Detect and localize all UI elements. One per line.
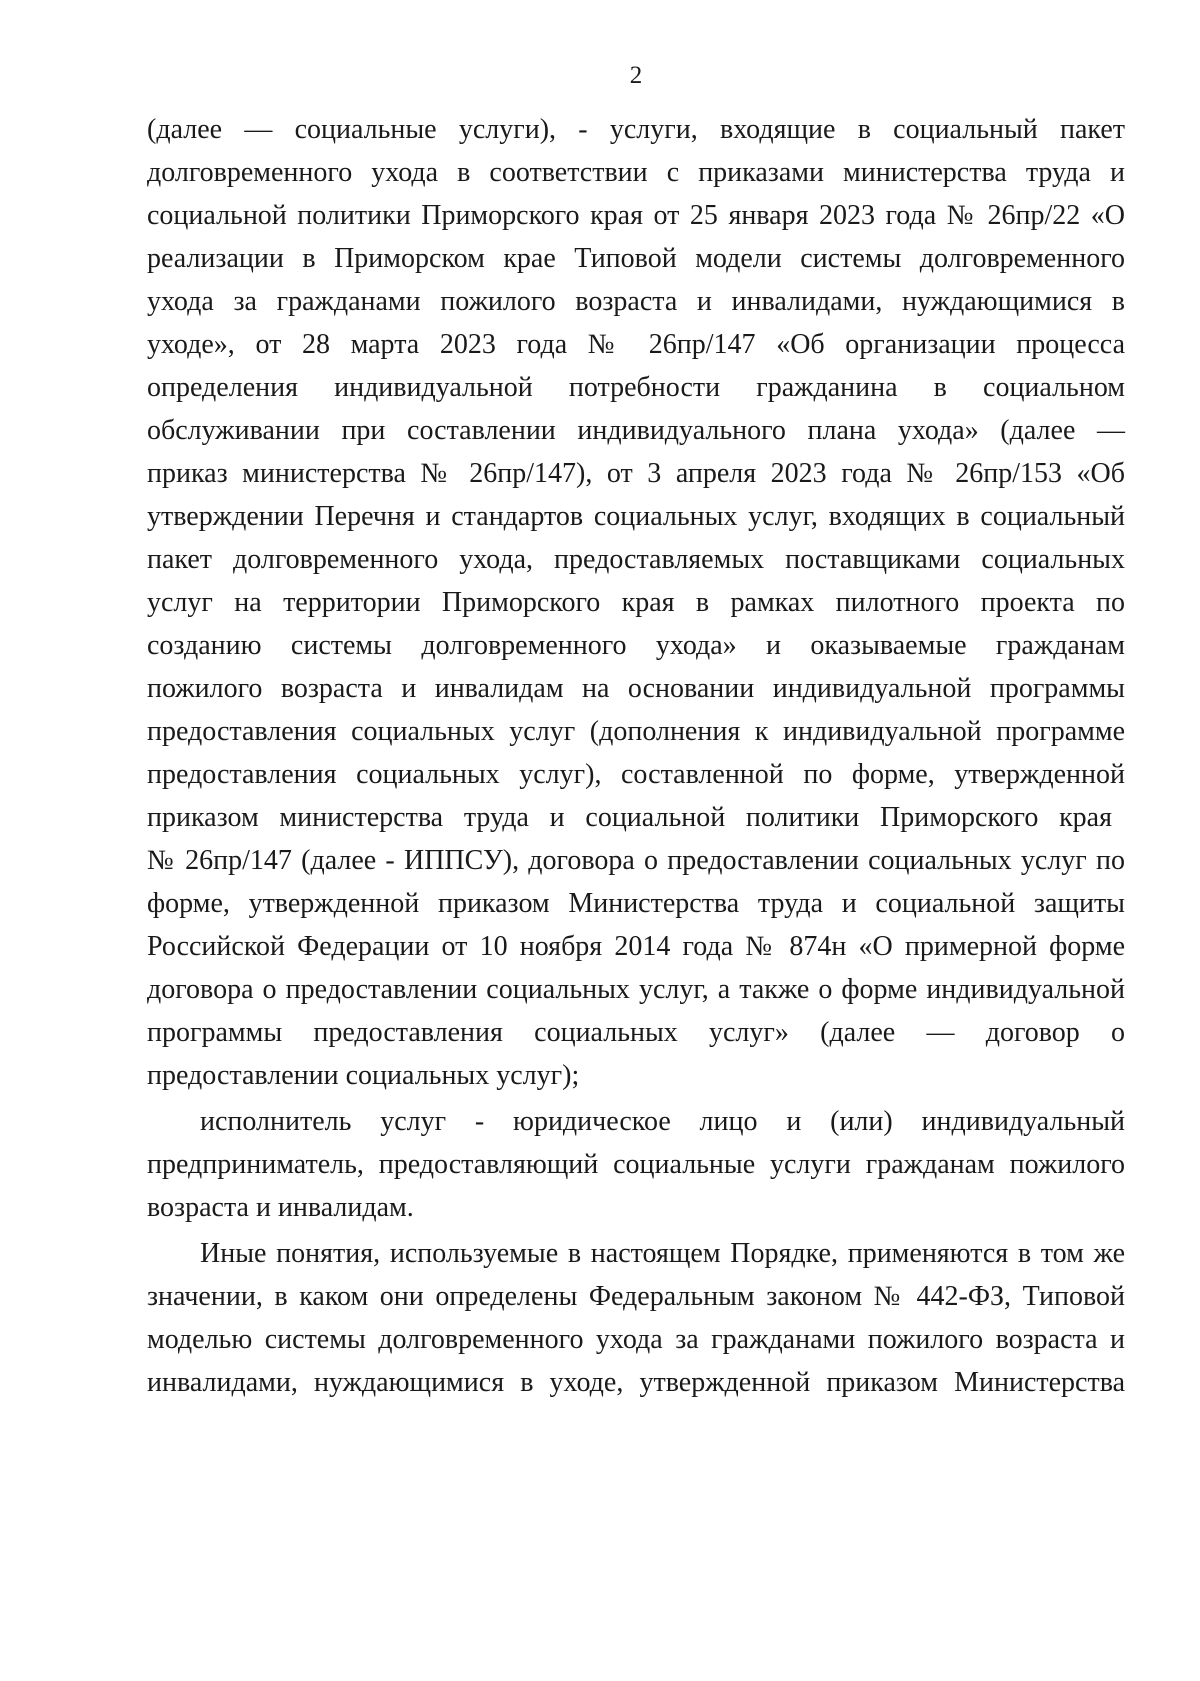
text-line: инвалидами, нуждающимися в уходе, утвержденной приказом Министерства xyxy=(147,1367,1125,1398)
text-line: предоставления социальных услуг), составленной по форме, утвержденной xyxy=(147,759,1125,790)
text-line: договора о предоставлении социальных услуг, а также о форме индивидуальной xyxy=(147,974,1125,1005)
text-line: социальной политики Приморского края от 25 января 2023 года № 26пр/22 «О xyxy=(147,200,1125,231)
text-line: долговременного ухода в соответствии с приказами министерства труда и xyxy=(147,157,1125,188)
text-line: предоставлении социальных услуг); xyxy=(147,1060,580,1091)
text-line: программы предоставления социальных услуг» (далее — договор о xyxy=(147,1017,1125,1048)
text-line: пожилого возраста и инвалидам на основании индивидуальной программы xyxy=(147,673,1125,704)
text-line: предприниматель, предоставляющий социальные услуги гражданам пожилого xyxy=(147,1149,1125,1180)
text-line: реализации в Приморском крае Типовой модели системы долговременного xyxy=(147,243,1125,274)
text-line: созданию системы долговременного ухода» и оказываемые гражданам xyxy=(147,630,1125,661)
paragraph-first-line: Иные понятия, используемые в настоящем Порядке, применяются в том же xyxy=(200,1238,1125,1269)
text-line: № 26пр/147 (далее - ИППСУ), договора о предоставлении социальных услуг по xyxy=(147,845,1125,876)
text-line: уходе», от 28 марта 2023 года № 26пр/147 «Об организации процесса xyxy=(147,329,1125,360)
text-line: приказ министерства № 26пр/147), от 3 апреля 2023 года № 26пр/153 «Об xyxy=(147,458,1125,489)
text-line: определения индивидуальной потребности гражданина в социальном xyxy=(147,372,1125,403)
text-line: форме, утвержденной приказом Министерства труда и социальной защиты xyxy=(147,888,1125,919)
text-line: приказом министерства труда и социальной политики Приморского края xyxy=(147,802,1112,833)
page-number: 2 xyxy=(629,62,643,89)
text-line: возраста и инвалидам. xyxy=(147,1192,414,1223)
text-line: ухода за гражданами пожилого возраста и инвалидами, нуждающимися в xyxy=(147,286,1125,317)
text-line: моделью системы долговременного ухода за гражданами пожилого возраста и xyxy=(147,1324,1125,1355)
text-line: Российской Федерации от 10 ноября 2014 года № 874н «О примерной форме xyxy=(147,931,1125,962)
text-line: обслуживании при составлении индивидуального плана ухода» (далее — xyxy=(147,415,1125,446)
text-line: утверждении Перечня и стандартов социальных услуг, входящих в социальный xyxy=(147,501,1125,532)
paragraph-first-line: исполнитель услуг - юридическое лицо и (или) индивидуальный xyxy=(200,1106,1125,1137)
text-line: пакет долговременного ухода, предоставляемых поставщиками социальных xyxy=(147,544,1125,575)
text-line: значении, в каком они определены Федеральным законом № 442-ФЗ, Типовой xyxy=(147,1281,1125,1312)
text-line: услуг на территории Приморского края в рамках пилотного проекта по xyxy=(147,587,1125,618)
text-line: предоставления социальных услуг (дополнения к индивидуальной программе xyxy=(147,716,1125,747)
text-line: (далее — социальные услуги), - услуги, входящие в социальный пакет xyxy=(147,114,1125,145)
